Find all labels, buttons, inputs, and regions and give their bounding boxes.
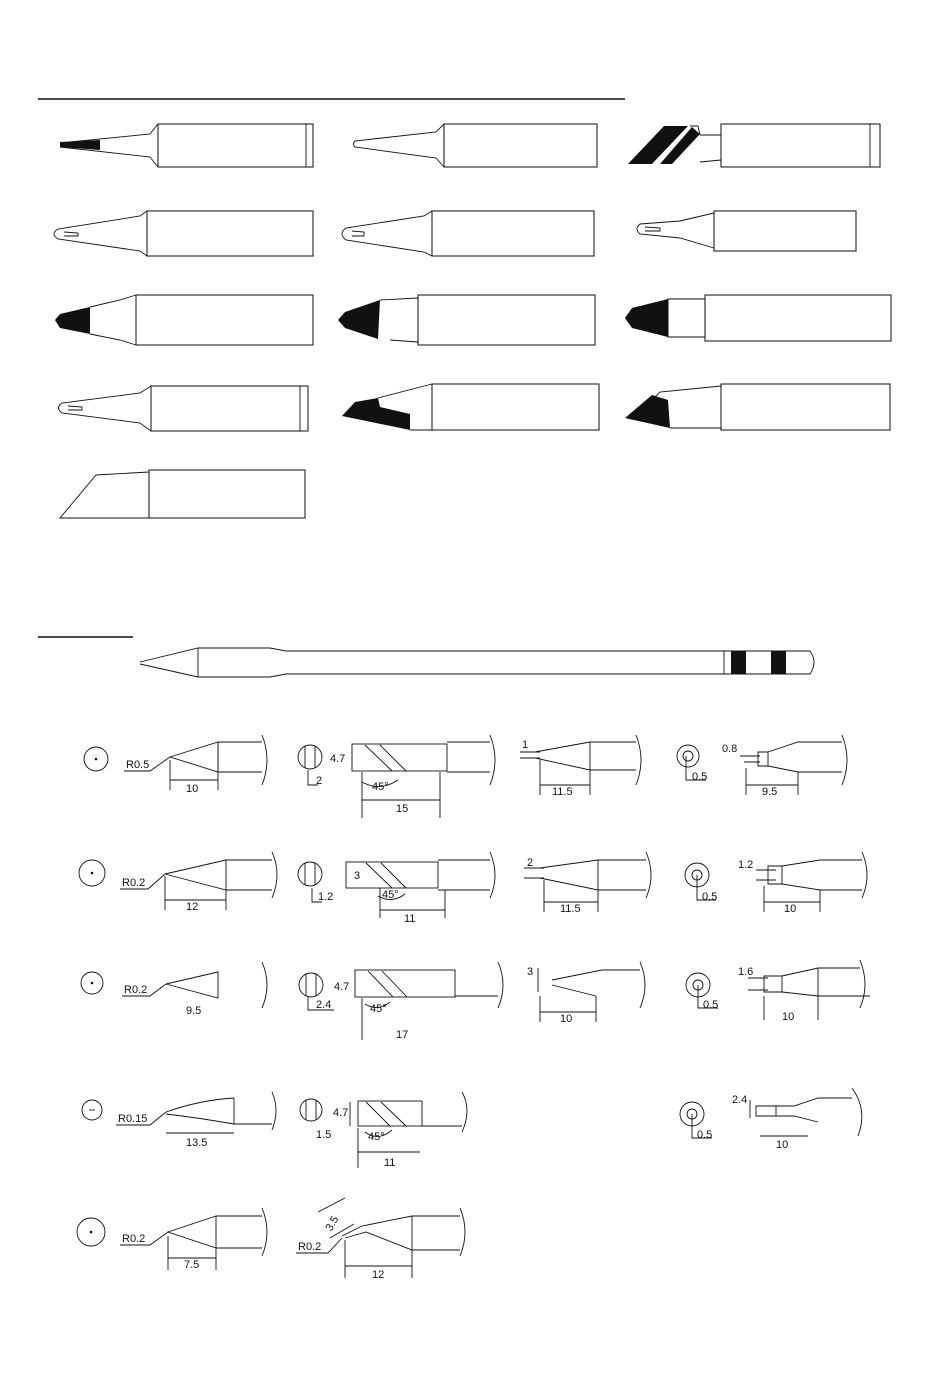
svg-text:45°: 45° bbox=[382, 889, 399, 901]
svg-text:1: 1 bbox=[522, 739, 529, 751]
svg-text:1.6: 1.6 bbox=[738, 966, 754, 978]
dim-row-4-chisel-front bbox=[680, 1088, 862, 1151]
svg-text:10: 10 bbox=[776, 1139, 789, 1151]
svg-text:9.5: 9.5 bbox=[762, 786, 778, 798]
svg-text:17: 17 bbox=[396, 1029, 409, 1041]
svg-text:10: 10 bbox=[560, 1013, 573, 1025]
svg-text:11.5: 11.5 bbox=[560, 903, 581, 915]
svg-text:10: 10 bbox=[782, 1011, 795, 1023]
dim-row-1-conical bbox=[84, 735, 267, 795]
svg-text:4.7: 4.7 bbox=[334, 981, 350, 993]
svg-text:1.2: 1.2 bbox=[318, 891, 334, 903]
svg-text:0.5: 0.5 bbox=[703, 999, 719, 1011]
tip-4 bbox=[54, 211, 313, 256]
dim-row-2-knife bbox=[298, 852, 495, 925]
svg-text:45°: 45° bbox=[368, 1131, 385, 1143]
svg-text:R0.2: R0.2 bbox=[122, 877, 146, 889]
svg-text:0.5: 0.5 bbox=[702, 891, 718, 903]
svg-text:10: 10 bbox=[784, 903, 797, 915]
tip-6 bbox=[637, 211, 856, 251]
svg-text:11: 11 bbox=[384, 1157, 396, 1169]
tip-3 bbox=[628, 124, 880, 167]
svg-text:12: 12 bbox=[186, 901, 199, 913]
dim-row-3-knife bbox=[299, 962, 503, 1041]
svg-text:1.2: 1.2 bbox=[738, 859, 754, 871]
dim-row-3-chisel-front bbox=[686, 960, 870, 1023]
svg-text:2.4: 2.4 bbox=[732, 1094, 748, 1106]
svg-text:1.5: 1.5 bbox=[316, 1129, 332, 1141]
tip-12 bbox=[625, 384, 890, 430]
svg-text:3: 3 bbox=[354, 870, 361, 882]
svg-text:11: 11 bbox=[404, 913, 416, 925]
dim-row-1-knife bbox=[298, 735, 495, 818]
svg-text:15: 15 bbox=[396, 803, 409, 815]
svg-text:0.5: 0.5 bbox=[692, 771, 708, 783]
tip-13 bbox=[60, 470, 305, 518]
svg-text:12: 12 bbox=[372, 1269, 385, 1281]
svg-text:0.8: 0.8 bbox=[722, 743, 738, 755]
tip-8 bbox=[338, 295, 595, 345]
svg-text:13.5: 13.5 bbox=[186, 1137, 208, 1149]
svg-text:R0.5: R0.5 bbox=[126, 759, 150, 771]
svg-text:R0.2: R0.2 bbox=[124, 984, 148, 996]
svg-text:3: 3 bbox=[527, 966, 534, 978]
svg-text:0.5: 0.5 bbox=[697, 1129, 713, 1141]
svg-text:10: 10 bbox=[186, 783, 199, 795]
svg-text:2.4: 2.4 bbox=[316, 999, 332, 1011]
dim-row-4-conical bbox=[82, 1092, 276, 1149]
dim-row-1-chisel-front bbox=[677, 735, 847, 798]
svg-text:11.5: 11.5 bbox=[552, 786, 573, 798]
dim-row-5-bent bbox=[296, 1198, 465, 1281]
svg-text:R0.15: R0.15 bbox=[118, 1113, 148, 1125]
svg-text:R0.2: R0.2 bbox=[122, 1233, 146, 1245]
svg-text:3.5: 3.5 bbox=[323, 1214, 342, 1234]
tip-2 bbox=[354, 124, 598, 167]
tip-10 bbox=[59, 386, 309, 431]
dim-row-3-conical bbox=[81, 962, 267, 1017]
dim-row-5-conical bbox=[77, 1208, 267, 1271]
svg-text:4.7: 4.7 bbox=[333, 1107, 349, 1119]
svg-text:9.5: 9.5 bbox=[186, 1005, 202, 1017]
tip-1 bbox=[60, 124, 313, 167]
tip-7 bbox=[55, 295, 313, 345]
svg-text:7.5: 7.5 bbox=[184, 1259, 200, 1271]
dim-row-1-chisel-side bbox=[520, 735, 641, 798]
dim-row-2-chisel-side bbox=[524, 852, 651, 915]
svg-text:R0.2: R0.2 bbox=[298, 1241, 322, 1253]
dim-row-4-knife bbox=[300, 1092, 467, 1169]
handle-band-1 bbox=[731, 651, 746, 674]
tip-9 bbox=[625, 295, 891, 341]
svg-text:4.7: 4.7 bbox=[330, 753, 346, 765]
soldering-iron-handle bbox=[140, 648, 814, 677]
tip-11 bbox=[342, 384, 599, 430]
svg-text:2: 2 bbox=[527, 857, 534, 869]
svg-text:45°: 45° bbox=[370, 1003, 387, 1015]
svg-text:2: 2 bbox=[316, 775, 323, 787]
dim-row-2-chisel-front bbox=[685, 852, 867, 915]
dim-row-3-chisel-side bbox=[527, 962, 645, 1025]
tip-5 bbox=[342, 211, 594, 256]
handle-band-2 bbox=[771, 651, 786, 674]
dim-row-2-conical bbox=[79, 852, 277, 913]
svg-text:45°: 45° bbox=[372, 781, 389, 793]
